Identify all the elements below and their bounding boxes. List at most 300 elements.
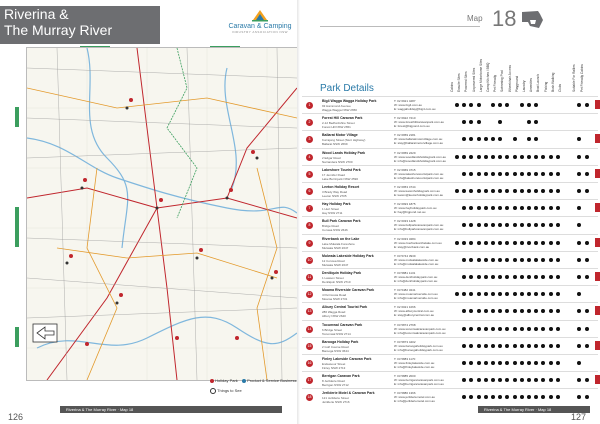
facility-dot — [541, 378, 545, 382]
facility-dot — [527, 155, 531, 159]
park-email[interactable]: E: info@mulwalalakeside.com.au — [394, 261, 439, 266]
park-town: Jerilderie NSW 2716 — [322, 400, 350, 405]
legend-holiday-park: Holiday Park — [215, 378, 238, 383]
facility-dot — [585, 172, 589, 176]
park-phone: T: 03 5885 2000 — [394, 374, 416, 379]
facility-dot — [520, 189, 524, 193]
facility-dot — [577, 223, 581, 227]
row-edge-tab — [595, 341, 600, 350]
facility-dot — [455, 103, 459, 107]
park-name: Barooga Holiday Park — [322, 339, 359, 344]
park-address — [322, 121, 355, 129]
park-number-badge: 15 — [307, 343, 312, 348]
facility-dot — [505, 292, 509, 296]
facility-dot — [577, 292, 581, 296]
park-address — [322, 293, 347, 301]
facility-dot — [484, 292, 488, 296]
park-street: 2 Golf Course Road — [322, 344, 349, 349]
facility-dot — [541, 258, 545, 262]
park-town: Barooga NSW 3644 — [322, 348, 349, 353]
park-row[interactable] — [302, 388, 598, 406]
park-contact — [394, 271, 437, 283]
park-email[interactable]: E: info@berrigancaravanpark.com.au — [394, 382, 444, 387]
facility-dot — [498, 103, 502, 107]
nsw-state-icon — [520, 8, 544, 30]
facility-dot — [520, 395, 524, 399]
facility-dot — [527, 172, 531, 176]
park-phone: T: 02 6922 7210 — [394, 116, 416, 121]
park-town: Moama NSW 2731 — [322, 297, 348, 302]
facility-dot — [498, 172, 502, 176]
facility-column-label: Wheelchair Access — [507, 65, 512, 92]
facility-dot — [534, 155, 538, 159]
park-name: Bull Park Caravan Park — [322, 219, 361, 224]
facility-dot — [469, 103, 473, 107]
facility-dot — [577, 327, 581, 331]
park-website[interactable]: W: www.deniholidaypark.com.au — [394, 275, 438, 279]
facility-dot — [556, 223, 560, 227]
park-row[interactable] — [302, 234, 598, 252]
facility-column-label: Bush Walking — [550, 72, 555, 92]
facility-dot — [462, 292, 466, 296]
facility-dot — [541, 275, 545, 279]
facility-dot — [462, 344, 466, 348]
park-contact — [394, 99, 435, 111]
facility-dot — [577, 258, 581, 262]
logo-subtitle: INDUSTRY ASSOCIATION NSW — [231, 30, 288, 34]
left-page-number: 126 — [8, 412, 24, 422]
park-street: 4 Perricoota Road — [322, 293, 347, 298]
facility-dot — [520, 292, 524, 296]
facility-column-label: Cabins — [450, 82, 454, 92]
facility-dot — [577, 395, 581, 399]
facility-dot — [541, 189, 545, 193]
facility-column-label: Boat Launch — [536, 74, 541, 92]
facility-dot — [534, 378, 538, 382]
facility-dot — [520, 223, 524, 227]
facility-dot — [498, 378, 502, 382]
facility-dot — [505, 344, 509, 348]
facility-dot — [520, 172, 524, 176]
park-phone: T: 03 5881 1131 — [394, 271, 416, 275]
facility-dot — [556, 275, 560, 279]
facility-dot — [462, 155, 466, 159]
facility-dot — [469, 189, 473, 193]
park-phone: T: 02 6993 1875 — [394, 202, 416, 207]
park-email[interactable]: E: info@bullparkcaravanpark.com.au — [394, 227, 444, 232]
park-number-badge: 5 — [306, 171, 313, 178]
facility-dot — [541, 361, 545, 365]
facility-dot — [520, 378, 524, 382]
facility-dot — [585, 275, 589, 279]
park-phone: T: 02 6021 1066 — [394, 305, 416, 310]
park-email[interactable]: E: stay@ballaratmotorvillage.com.au — [394, 141, 443, 146]
park-email[interactable]: E: info@deniholidaypark.com.au — [394, 279, 438, 283]
park-number-badge: 10 — [307, 257, 312, 262]
park-number-badge: 17 — [307, 378, 312, 383]
park-row[interactable] — [302, 96, 598, 114]
park-street: 93 Hammond Avenue — [322, 104, 351, 108]
facility-dot — [505, 258, 509, 262]
facility-column-label: Amenities — [529, 78, 534, 92]
park-name: Deniliquin Holiday Park — [322, 271, 362, 275]
facility-dot — [534, 189, 538, 193]
facility-dot — [513, 137, 517, 141]
facility-dot — [477, 275, 481, 279]
facility-dot — [469, 344, 473, 348]
park-row[interactable] — [302, 251, 598, 269]
park-website[interactable]: W: www.foresthillcaravanpark.com.au — [394, 120, 444, 125]
park-number-badge: 9 — [306, 240, 313, 247]
facility-dot — [577, 155, 581, 159]
park-town: Berrigan NSW 2712 — [322, 383, 349, 388]
park-email[interactable]: E: waggaholiday@big4.com.au — [394, 107, 436, 111]
holiday-park-marker-icon — [210, 379, 214, 383]
facility-dot — [549, 258, 553, 262]
park-street: 121 Jerilderie Street — [322, 396, 349, 401]
facility-dot — [549, 223, 553, 227]
park-contact — [394, 323, 445, 335]
facility-dot — [491, 189, 495, 193]
facility-dot — [520, 309, 524, 313]
park-website[interactable]: W: www.bullparkcaravanpark.com.au — [394, 223, 444, 228]
park-website[interactable]: W: www.riverbankonthelake.com.au — [394, 240, 442, 245]
facility-dot — [477, 155, 481, 159]
park-website[interactable]: W: www.moamariverside.com.au — [394, 292, 438, 297]
park-name: Berrigan Caravan Park — [322, 374, 360, 379]
facility-dot — [505, 223, 509, 227]
park-contact — [394, 202, 436, 214]
facility-dot — [541, 344, 545, 348]
facility-column-label: Powered Sites — [464, 71, 469, 92]
park-email[interactable]: E: stay@riverbank.com.au — [394, 244, 430, 249]
park-address — [322, 138, 365, 146]
facility-dot — [585, 309, 589, 313]
facility-dot — [477, 361, 481, 365]
right-footer-text: Riverina & The Murray River · Map 18 — [484, 407, 552, 412]
facility-dot — [549, 155, 553, 159]
facility-dot — [477, 103, 481, 107]
park-contact — [394, 219, 443, 231]
park-address — [322, 190, 347, 198]
park-contact — [394, 185, 443, 197]
facility-dot — [527, 206, 531, 210]
park-name: Mulwala Lakeside Holiday Park — [322, 253, 374, 258]
park-row[interactable] — [302, 113, 598, 131]
facility-dot — [534, 275, 538, 279]
region-title-box — [0, 6, 160, 44]
facility-dot — [505, 275, 509, 279]
park-number-badge: 2 — [306, 119, 313, 126]
facility-dot — [505, 155, 509, 159]
facility-dot — [484, 361, 488, 365]
facility-dot — [505, 378, 509, 382]
facility-column-label: Large Motorhome Sites — [478, 58, 483, 92]
facility-dot — [491, 103, 495, 107]
facility-dot — [527, 103, 531, 107]
park-row[interactable] — [302, 371, 598, 389]
facility-dot — [498, 309, 502, 313]
park-town: Wagga Wagga NSW 2650 — [322, 108, 357, 112]
facility-dot — [513, 292, 517, 296]
park-email[interactable]: E: info@tocumwalcaravanpark.com.au — [394, 330, 446, 335]
facility-dot — [577, 103, 581, 107]
park-name: Tocumwal Caravan Park — [322, 322, 363, 327]
facility-dot — [484, 172, 488, 176]
park-name: Leeton Holiday Resort — [322, 185, 360, 189]
park-email[interactable]: E: leeton@leetonholidaypark.com.au — [394, 193, 444, 197]
facility-dot — [462, 361, 466, 365]
park-row[interactable] — [302, 337, 598, 355]
facility-dot — [556, 292, 560, 296]
park-address — [322, 379, 349, 387]
facility-dot — [549, 327, 553, 331]
park-website[interactable]: W: www.alburycentral.com.au — [394, 309, 434, 314]
park-row[interactable] — [302, 165, 598, 183]
facility-dot — [520, 327, 524, 331]
facility-dot — [498, 361, 502, 365]
facility-dot — [505, 189, 509, 193]
facility-dot — [462, 189, 466, 193]
facility-dot — [549, 361, 553, 365]
park-row[interactable] — [302, 268, 598, 286]
map-side-frame — [14, 47, 26, 379]
park-street: 1 Lawson Street — [322, 276, 344, 280]
row-edge-tab — [595, 134, 600, 143]
park-email[interactable]: E: hay@bigpond.net.au — [394, 210, 426, 215]
park-street: 8 Jerilderie Road — [322, 379, 345, 384]
facility-dot — [491, 361, 495, 365]
park-number-badge: 1 — [306, 102, 313, 109]
park-contact — [394, 374, 444, 386]
facility-dot — [498, 275, 502, 279]
map-label: Map — [467, 14, 483, 23]
facility-dot — [491, 223, 495, 227]
facility-dot — [527, 327, 531, 331]
facility-dot — [513, 241, 517, 245]
facility-dot — [455, 292, 459, 296]
facility-dot — [549, 172, 553, 176]
facility-dot — [527, 189, 531, 193]
park-town: Hay NSW 2711 — [322, 211, 343, 216]
park-number-badge: 13 — [307, 309, 312, 314]
facility-dot — [462, 241, 466, 245]
facility-dot — [505, 327, 509, 331]
facility-dot — [549, 189, 553, 193]
park-number-badge: 11 — [307, 275, 312, 279]
park-town: Corowa NSW 2646 — [322, 228, 348, 233]
facility-dot — [534, 223, 538, 227]
park-row[interactable] — [302, 285, 598, 303]
park-contact — [394, 254, 438, 266]
facility-dot — [556, 155, 560, 159]
right-page-number: 127 — [571, 412, 587, 422]
park-name: Forest Hill Caravan Park — [322, 116, 363, 121]
facility-dot — [513, 223, 517, 227]
facility-dot — [585, 189, 589, 193]
region-map[interactable] — [26, 47, 298, 381]
park-email[interactable]: E: info@moamariverside.com.au — [394, 296, 438, 301]
facility-dot — [556, 309, 560, 313]
facility-dot — [484, 241, 488, 245]
park-name: Riverbank on the Lake — [322, 236, 360, 241]
facility-dot — [513, 258, 517, 262]
facility-column-label: Suitable For Rallies — [572, 64, 577, 92]
facility-dot — [484, 309, 488, 313]
facility-dot — [520, 361, 524, 365]
facility-dot — [462, 275, 466, 279]
facility-dot — [541, 241, 545, 245]
facility-dot — [484, 344, 488, 348]
facility-dot — [585, 155, 589, 159]
facility-dot — [577, 361, 581, 365]
park-row[interactable] — [302, 148, 598, 166]
park-website[interactable]: W: www.big4.com.au — [394, 103, 422, 107]
facility-dot — [505, 206, 509, 210]
park-email[interactable]: E: forest@bigpond.com.au — [394, 124, 430, 129]
park-contact — [394, 340, 443, 352]
park-town: Forest Hill NSW 2651 — [322, 125, 351, 130]
park-contact — [394, 391, 435, 403]
park-row[interactable] — [302, 320, 598, 338]
park-town: Finley NSW 2713 — [322, 366, 346, 370]
facility-dot — [534, 344, 538, 348]
park-website[interactable]: W: www.baroogaholidaypark.com.au — [394, 343, 443, 348]
facility-dot — [498, 327, 502, 331]
facility-dot — [534, 206, 538, 210]
facility-dot — [513, 361, 517, 365]
facility-dot — [513, 189, 517, 193]
park-address — [322, 345, 349, 353]
park-website[interactable]: W: www.mulwalalakeside.com.au — [394, 257, 439, 262]
facility-dot — [534, 395, 538, 399]
facility-dot — [462, 172, 466, 176]
facility-dot — [477, 258, 481, 262]
facility-dot — [477, 395, 481, 399]
facility-dot — [462, 206, 466, 210]
facility-dot — [469, 120, 473, 124]
left-footer-bar — [60, 406, 282, 413]
facility-dot — [491, 258, 495, 262]
map-number: 18 — [492, 6, 517, 31]
facility-dot — [541, 155, 545, 159]
park-email[interactable]: E: info@lakeshoretouristpark.com.au — [394, 175, 444, 180]
facility-dot — [534, 241, 538, 245]
park-contact — [394, 151, 446, 163]
facility-dot — [469, 275, 473, 279]
park-town: Mulwala NSW 2647 — [322, 262, 349, 267]
park-email[interactable]: E: stay@alburycentral.com.au — [394, 313, 435, 318]
facility-dot — [556, 378, 560, 382]
park-row[interactable] — [302, 182, 598, 200]
facility-dot — [455, 155, 459, 159]
facility-dot — [520, 344, 524, 348]
park-website[interactable]: W: www.hayholidaypark.com.au — [394, 206, 437, 211]
facility-dot — [469, 361, 473, 365]
facility-dot — [477, 120, 481, 124]
facility-dot — [498, 241, 502, 245]
park-name: Wood Lands Holiday Park — [322, 150, 366, 155]
park-website[interactable]: W: www.berrigancaravanpark.com.au — [394, 378, 444, 383]
facility-column-header — [579, 58, 591, 92]
park-street: 12 Corowa Road — [322, 258, 345, 263]
park-row[interactable] — [302, 199, 598, 217]
facility-dot — [534, 327, 538, 331]
facility-dot — [477, 292, 481, 296]
park-email[interactable]: E: info@finleylakeside.com.au — [394, 365, 435, 369]
facility-dot — [469, 206, 473, 210]
park-town: Lake Burrinjuck NSW 2590 — [322, 176, 359, 181]
row-edge-tab — [595, 203, 600, 212]
facility-dot — [484, 378, 488, 382]
park-row[interactable] — [302, 130, 598, 148]
facility-dot — [549, 395, 553, 399]
facility-dot — [477, 223, 481, 227]
park-phone: T: 02 6921 4287 — [394, 99, 416, 103]
facility-dot — [513, 275, 517, 279]
facility-dot — [534, 309, 538, 313]
park-website[interactable]: W: www.woodlandsholidaypark.com.au — [394, 154, 446, 159]
park-phone: T: 03 5886 1366 — [394, 391, 416, 396]
facility-dot — [577, 378, 581, 382]
park-website[interactable]: W: www.jerilderiemotel.com.au — [394, 395, 435, 400]
park-phone: T: 02 6969 4715 — [394, 167, 416, 172]
facility-dot — [577, 206, 581, 210]
park-number-badge: 6 — [306, 188, 313, 195]
facility-dot — [491, 275, 495, 279]
facility-dot — [527, 275, 531, 279]
park-website[interactable]: W: www.lakeshoretouristpark.com.au — [394, 171, 444, 176]
park-email[interactable]: E: info@baroogaholidaypark.com.au — [394, 347, 443, 352]
park-email[interactable]: E: info@jerilderiemotel.com.au — [394, 399, 435, 404]
facility-dot — [556, 189, 560, 193]
facility-dot — [585, 258, 589, 262]
facility-column-label: Swimming Pool — [500, 70, 505, 92]
park-details-heading: Park Details — [320, 83, 374, 94]
park-website[interactable]: W: www.tocumwalcaravanpark.com.au — [394, 326, 446, 331]
facility-dot — [585, 395, 589, 399]
park-email[interactable]: E: info@woodlandsholidaypark.com.au — [394, 158, 446, 163]
park-website[interactable]: W: www.leetonholidaypark.com.au — [394, 189, 440, 193]
facility-dot — [484, 258, 488, 262]
facility-column-label: Ensuite Sites — [457, 73, 462, 92]
park-number-badge: 14 — [307, 326, 312, 331]
park-address — [322, 104, 357, 112]
compass-arrow-icon — [33, 324, 57, 342]
park-street: Bridge Road — [322, 224, 339, 229]
facility-dot — [556, 361, 560, 365]
park-street: 2-12 Bedfordshire Street — [322, 121, 355, 126]
park-row[interactable] — [302, 302, 598, 320]
facility-dot — [498, 189, 502, 193]
facility-dot — [505, 361, 509, 365]
park-street: 2 Edgar Road — [322, 155, 341, 160]
left-footer-text: Riverina & The Murray River · Map 18 — [66, 407, 134, 412]
facility-dot — [527, 361, 531, 365]
park-website[interactable]: W: www.finleylakeside.com.au — [394, 361, 435, 365]
facility-dot — [520, 155, 524, 159]
park-row[interactable] — [302, 216, 598, 234]
facility-dot — [527, 137, 531, 141]
park-website[interactable]: W: www.ballaratmotorvillage.com.au — [394, 137, 443, 142]
facility-dot — [491, 241, 495, 245]
logo-name: Caravan & Camping — [228, 23, 292, 30]
facility-dot — [469, 223, 473, 227]
facility-dot — [505, 103, 509, 107]
park-row[interactable] — [302, 354, 598, 372]
facility-column-label: Laundry — [522, 80, 526, 92]
facility-dot — [498, 344, 502, 348]
